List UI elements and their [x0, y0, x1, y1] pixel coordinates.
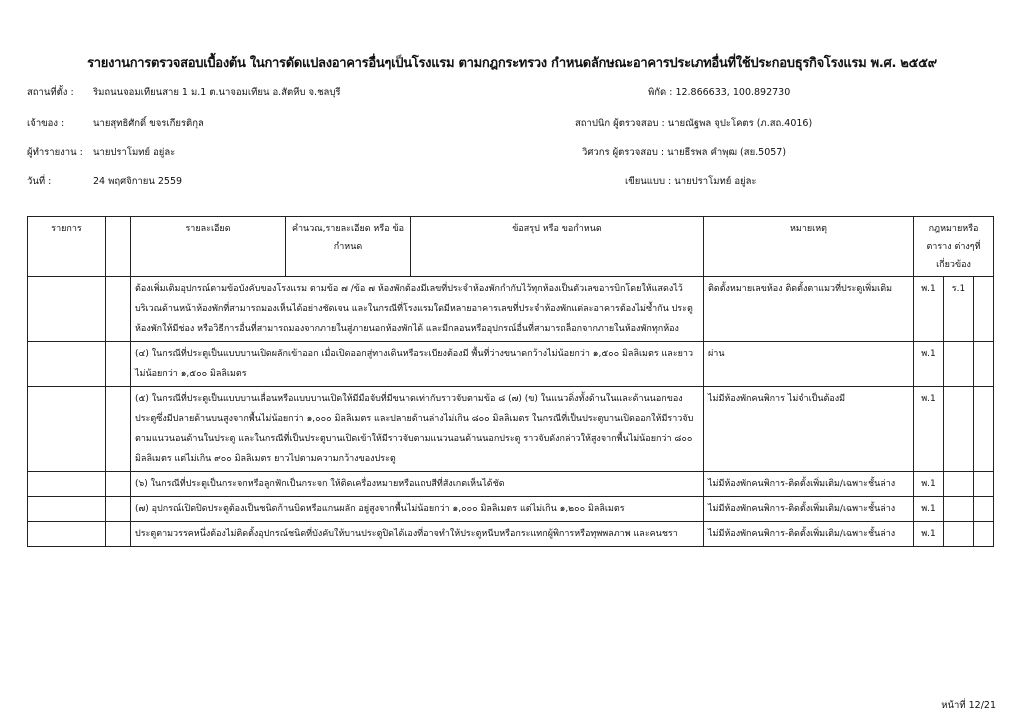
drafter-label: เขียนแบบ : [625, 176, 672, 187]
architect-label: สถาปนิก ผู้ตรวจสอบ : [575, 118, 665, 129]
table-header-row [28, 217, 994, 277]
row-text: (๔) ในกรณีที่ประตูเป็นแบบบานเปิดผลักเข้าออก เมื่อเปิดออกสู่ทางเดินหรือระเบียงต้องมี พื้นที่ว่างขนาดกว้างไม่น้อยกว่า ๑,๕๐๐ มิลลิเมตร และยาวไม่น้อยกว่า ๑,๕๐๐ มิลลิเมตร [131, 342, 704, 387]
row-text: ประตูตามวรรคหนึ่งต้องไม่ติดตั้งอุปกรณ์ชนิดที่บังคับให้บานประตูปิดได้เองที่อาจทำให้ประตูหนีบหรือกระแทกผู้พิการหรือทุพพลภาพ และคนชรา [131, 522, 704, 547]
row-law-1: พ.1 [914, 472, 944, 497]
row-law-1: พ.1 [914, 342, 944, 387]
table-row [28, 522, 994, 547]
owner-value: นายสุทธิศักดิ์ ขจรเกียรติกุล [93, 118, 204, 129]
page-number: หน้าที่ 12/21 [941, 700, 996, 711]
coords-value: 12.866633, 100.892730 [675, 87, 791, 98]
date-line [27, 174, 182, 189]
architect-line [575, 116, 812, 131]
header-blank [106, 217, 131, 277]
table-row [28, 342, 994, 387]
table-row [28, 472, 994, 497]
reporter-value: นายปราโมทย์ อยู่ละ [93, 147, 176, 158]
row-text: (๕) ในกรณีที่ประตูเป็นแบบบานเลื่อนหรือแบบบานเปิดให้มีมือจับที่มีขนาดเท่ากับราวจับตามข้อ ๘ (๗) (ข) ในแนวดิ่งทั้งด้านในและด้านนอกของประตูซึ่งมีปลายด้านบนสูงจากพื้นไม่น้อยกว่า ๑,๐๐๐ มิลลิเมตร และปลายด้านล่างไม่เกิน ๘๐๐ มิลลิเมตร ในกรณีที่เป็นประตูบานเปิดออกให้มีราวจับตามแนวนอนด้านในประตู และในกรณีที่เป็นประตูบานเปิดเข้าให้มีราวจับตามแนวนอนด้านนอกประตู ราวจับดังกล่าวให้สูงจากพื้นไม่น้อยกว่า ๘๐๐ มิลลิเมตร แต่ไม่เกิน ๙๐๐ มิลลิเมตร ยาวไปตามความกว้างของประตู [131, 387, 704, 472]
date-value: 24 พฤศจิกายน 2559 [93, 176, 183, 187]
engineer-label: วิศวกร ผู้ตรวจสอบ : [582, 147, 665, 158]
architect-value: นายณัฐพล จุปะโคตร (ภ.สถ.4016) [667, 118, 813, 129]
row-remark: ติดตั้งหมายเลขห้อง ติดตั้งตาแมวที่ประตูเพิ่มเติม [704, 277, 914, 342]
row-law-2 [944, 497, 974, 522]
coords-line [648, 85, 790, 100]
location-label: สถานที่ตั้ง : [27, 87, 74, 98]
header-conclusion: ข้อสรุป หรือ ขอกำหนด [411, 217, 704, 277]
row-text: ต้องเพิ่มเติมอุปกรณ์ตามข้อบังคับของโรงแรม ตามข้อ ๗ /ข้อ ๗ ห้องพักต้องมีเลขที่ประจำห้องพักกำกับไว้ทุกห้องเป็นตัวเลขอารบิกโดยให้แสดงไว้ บริเวณด้านหน้าห้องพักที่สามารถมองเห็นได้อย่างชัดเจน และในกรณีที่โรงแรมใดมีหลายอาคารเลขที่ประจำห้องพักแต่ละอาคารต้องไม่ซ้ำกัน ประตูห้องพักให้มีช่อง หรือวิธีการอื่นที่สามารถมองจากภายในสู่ภายนอกห้องพักได้ และมีกลอนหรืออุปกรณ์อื่นที่สามารถล็อกจากภายในห้องพักทุกห้อง [131, 277, 704, 342]
reporter-label: ผู้ทำรายงาน : [27, 147, 83, 158]
row-remark: ผ่าน [704, 342, 914, 387]
header-remark: หมายเหตุ [704, 217, 914, 277]
drafter-line [625, 174, 757, 189]
table-row [28, 277, 994, 342]
reporter-line [27, 145, 175, 160]
row-text: (๗) อุปกรณ์เปิดปิดประตูต้องเป็นชนิดก้านบิดหรือแกนผลัก อยู่สูงจากพื้นไม่น้อยกว่า ๑,๐๐๐ มิลลิเมตร แต่ไม่เกิน ๑,๒๐๐ มิลลิเมตร [131, 497, 704, 522]
header-law: กฎหมายหรือตาราง ต่างๆที่เกี่ยวข้อง [914, 217, 994, 277]
table-row [28, 497, 994, 522]
header-item: รายการ [28, 217, 106, 277]
row-law-2: ร.1 [944, 277, 974, 342]
location-value: ริมถนนจอมเทียนสาย 1 ม.1 ต.นาจอมเทียน อ.สัตหีบ จ.ชลบุรี [93, 87, 341, 98]
header-detail: รายละเอียด [131, 217, 286, 277]
row-law-1: พ.1 [914, 522, 944, 547]
owner-line [27, 116, 204, 131]
row-remark: ไม่มีห้องพักคนพิการ-ติดตั้งเพิ่มเติม/เฉพาะชั้นล่าง [704, 522, 914, 547]
row-law-2 [944, 522, 974, 547]
date-label: วันที่ : [27, 176, 52, 187]
row-text: (๖) ในกรณีที่ประตูเป็นกระจกหรือลูกฟักเป็นกระจก ให้ติดเครื่องหมายหรือแถบสีที่สังเกตเห็นได้ชัด [131, 472, 704, 497]
row-remark: ไม่มีห้องพักคนพิการ ไม่จำเป็นต้องมี [704, 387, 914, 472]
coords-label: พิกัด : [648, 87, 673, 98]
row-law-1: พ.1 [914, 277, 944, 342]
engineer-value: นายธีรพล คำพุฒ (สย.5057) [667, 147, 787, 158]
row-remark: ไม่มีห้องพักคนพิการ-ติดตั้งเพิ่มเติม/เฉพาะชั้นล่าง [704, 472, 914, 497]
row-law-1: พ.1 [914, 387, 944, 472]
location-line [27, 85, 340, 100]
row-law-2 [944, 387, 974, 472]
owner-label: เจ้าของ : [27, 118, 65, 129]
table-row [28, 387, 994, 472]
row-law-1: พ.1 [914, 497, 944, 522]
drafter-value: นายปราโมทย์ อยู่ละ [674, 176, 757, 187]
engineer-line [582, 145, 786, 160]
row-remark: ไม่มีห้องพักคนพิการ-ติดตั้งเพิ่มเติม/เฉพาะชั้นล่าง [704, 497, 914, 522]
header-calc: คำนวณ,รายละเอียด หรือ ข้อกำหนด [286, 217, 411, 277]
inspection-table [27, 216, 994, 547]
row-law-2 [944, 342, 974, 387]
report-title: รายงานการตรวจสอบเบื้องต้น ในการดัดแปลงอาคารอื่นๆเป็นโรงแรม ตามกฎกระทรวง กำหนดลักษณะอาคารประเภทอื่นที่ใช้ประกอบธุรกิจโรงแรม พ.ศ. ๒๕๕๙ [87, 56, 937, 71]
row-law-2 [944, 472, 974, 497]
